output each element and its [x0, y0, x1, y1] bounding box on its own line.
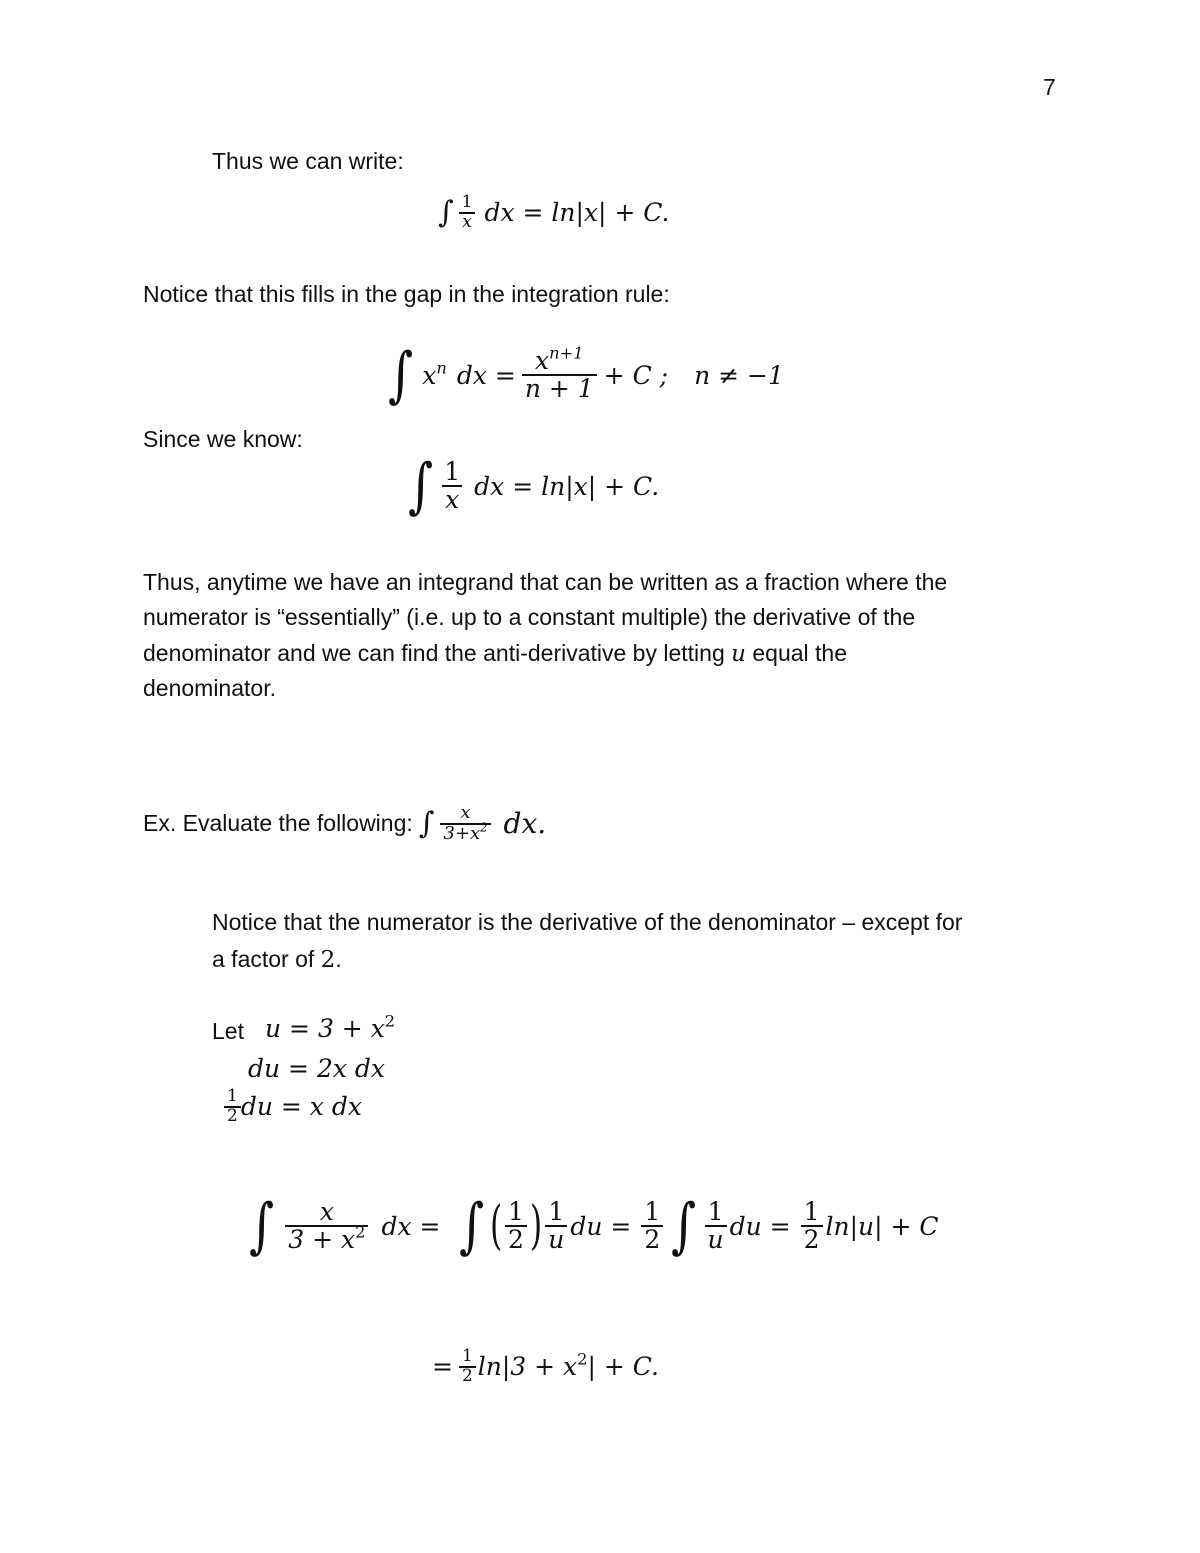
notice-num-line-2a: a factor of — [212, 946, 315, 972]
half-denominator: 2 — [224, 1106, 241, 1126]
since-know-text: Since we know: — [143, 426, 303, 452]
integral-sign: ∫ — [671, 1191, 697, 1261]
chain-tail: ln|u| + C — [825, 1211, 939, 1241]
final-half — [459, 1348, 476, 1386]
fraction-numerator: 1 — [461, 192, 473, 212]
final-equation — [432, 1348, 659, 1386]
chain-du-eq-2: du = — [729, 1211, 791, 1241]
chain-f1-numerator: x — [319, 1196, 334, 1226]
chain-half-1 — [505, 1196, 527, 1254]
example-fraction — [440, 804, 490, 844]
paragraph-line-1: Thus, anytime we have an integrand that can be written as a fraction where the — [143, 569, 948, 595]
integral-sign: ∫ — [249, 1191, 275, 1261]
chain-half-1-den: 2 — [505, 1225, 527, 1253]
fraction-denominator: x — [459, 212, 475, 232]
page-number: 7 — [1043, 74, 1056, 100]
subst-line-1-body: u = 3 + x — [265, 1014, 385, 1043]
paragraph-line-3a: denominator and we can find the anti-derivative by letting — [143, 640, 725, 666]
notice-num-period: . — [335, 946, 342, 972]
fraction — [459, 194, 476, 232]
chain-f1-den-base: 3 + x — [288, 1225, 356, 1254]
final-exp: 2 — [577, 1349, 588, 1369]
power-rhs: + C ; — [603, 360, 669, 390]
subst-line-3-body: du = x dx — [240, 1092, 362, 1122]
chain-f1-den-exp: 2 — [355, 1222, 366, 1242]
chain-inv-u-1-den: u — [545, 1225, 567, 1253]
notice-num-line-2 — [212, 948, 342, 972]
subst-line-1 — [265, 1011, 396, 1043]
chain-half-1-num: 1 — [508, 1196, 524, 1226]
example-suffix: dx. — [503, 806, 547, 840]
chain-half-2-num: 1 — [644, 1196, 661, 1226]
integral-sign: ∫ — [438, 194, 454, 230]
equation-power-rule — [383, 340, 784, 410]
let-label: Let — [212, 1018, 244, 1044]
chain-inv-u-1-num: 1 — [548, 1196, 565, 1226]
power-num-base: x — [535, 345, 550, 375]
example-den-base: 3+x — [443, 822, 481, 844]
chain-half-2-den: 2 — [641, 1225, 663, 1253]
fraction — [441, 456, 463, 514]
example-prompt — [143, 804, 546, 844]
left-paren: ( — [489, 1196, 502, 1256]
power-condition: n ≠ −1 — [694, 360, 784, 390]
chain-half-3-den: 2 — [801, 1225, 823, 1253]
power-lhs: dx = — [456, 360, 516, 390]
power-num-exp: n+1 — [549, 343, 584, 363]
fraction-numerator: 1 — [444, 456, 461, 486]
half-numerator: 1 — [227, 1086, 238, 1106]
power-fraction — [522, 343, 597, 403]
power-denominator: n + 1 — [522, 374, 597, 402]
chain-fraction-1 — [285, 1196, 368, 1254]
chain-half-3-num: 1 — [803, 1196, 820, 1226]
factor-two: 2 — [320, 947, 336, 973]
notice-num-line-1: Notice that the numerator is the derivative of the denominator – except for — [212, 909, 963, 935]
chain-inv-u-2-den: u — [705, 1225, 727, 1253]
chain-inv-u-2 — [705, 1196, 727, 1254]
right-paren: ) — [529, 1196, 543, 1256]
paragraph-line-3 — [143, 642, 847, 666]
equation-ln-small — [436, 194, 669, 232]
integral-sign: ∫ — [418, 805, 435, 841]
equation-rhs: dx = ln|x| + C. — [474, 471, 660, 501]
subst-line-1-exp: 2 — [384, 1011, 396, 1031]
chain-inv-u-1 — [545, 1196, 567, 1254]
paragraph-line-2: numerator is “essentially” (i.e. up to a constant multiple) the derivative of the — [143, 604, 916, 630]
paragraph-line-4: denominator. — [143, 675, 276, 701]
chain-du-eq-1: du = — [570, 1211, 632, 1241]
fraction-denominator: x — [442, 485, 462, 513]
integral-sign: ∫ — [459, 1191, 485, 1261]
example-denominator — [440, 820, 490, 844]
subst-line-3 — [224, 1088, 362, 1126]
final-equals: = — [432, 1352, 453, 1382]
final-half-num: 1 — [461, 1346, 473, 1366]
example-prefix: Ex. Evaluate the following: — [143, 810, 413, 837]
chain-inv-u-2-num: 1 — [707, 1196, 724, 1226]
integral-sign: ∫ — [388, 340, 414, 410]
chain-dx-eq: dx = — [381, 1211, 441, 1241]
equation-ln-large — [403, 451, 660, 521]
integral-sign: ∫ — [408, 451, 434, 521]
subst-line-2: du = 2x dx — [248, 1054, 385, 1083]
half-fraction — [224, 1088, 241, 1126]
power-numerator — [532, 343, 587, 375]
chain-half-2 — [641, 1196, 663, 1254]
paragraph-line-3b: equal the — [752, 640, 847, 666]
integrand-base: $x^n$ — [422, 357, 447, 390]
example-den-exp: 2 — [480, 820, 488, 835]
final-end: | + C. — [587, 1352, 659, 1382]
final-body — [477, 1349, 659, 1382]
notice-gap-text: Notice that this fills in the gap in the integration rule: — [143, 281, 670, 307]
chain-half-3 — [801, 1196, 823, 1254]
intro-text: Thus we can write: — [212, 148, 404, 174]
final-half-den: 2 — [459, 1366, 476, 1386]
example-numerator: x — [460, 802, 471, 823]
final-body-text: ln|3 + x — [477, 1352, 578, 1382]
equation-rhs: dx = ln|x| + C. — [484, 198, 670, 228]
chain-f1-denominator — [285, 1222, 368, 1254]
variable-u: u — [731, 641, 746, 667]
equation-chain — [244, 1191, 939, 1261]
